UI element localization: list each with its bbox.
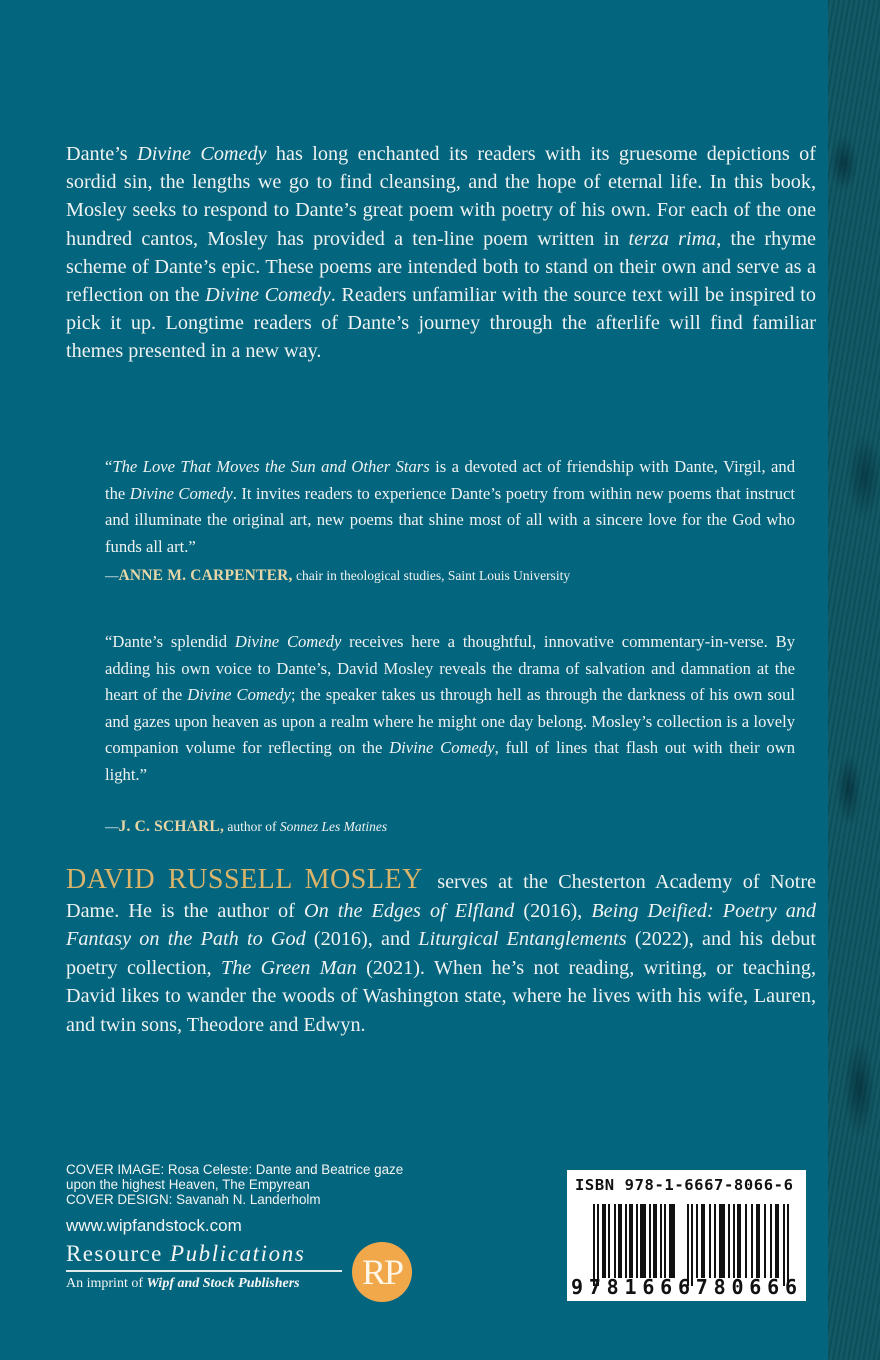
endorser-name: J. C. SCHARL, [118,818,225,835]
barcode-bars-icon [593,1204,789,1286]
book-spine-texture [828,0,880,1360]
publisher-name: Resource Publications [66,1240,342,1272]
endorsement-quote-2: “Dante’s splendid Divine Comedy receives here a thoughtful, innovative commentary-in-verse. By adding his own voice to Dante’s, David Mosley reveals the drama of salvation and damnation at the heart of the Divine Comedy; the speaker takes us through hell as through the darkness of his own soul and gazes upon heaven as upon a realm where he might one day belong. Mosley’s collection is a lovely companion volume for reflecting on the Divine Comedy, full of lines that flash out with their own light.” [105,632,795,784]
cover-image-credit-cont: upon the highest Heaven, The Empyrean [66,1177,310,1192]
barcode-digits: 9 7 8 1 6 6 6 7 8 0 6 6 6 [571,1275,797,1299]
isbn-barcode [567,1170,806,1301]
isbn-label: ISBN 978-1-6667-8066-6 [575,1176,794,1194]
book-description: Dante’s Divine Comedy has long enchanted its readers with its gruesome depictions of sordid sin, the lengths we go to find cleansing, and the hope of eternal life. In this book, Mosley seeks to respond to Dante’s great poem with poetry of his own. For each of the one hundred cantos, Mosley has provided a ten-line poem written in terza rima, the rhyme scheme of Dante’s epic. These poems are intended both to stand on their own and serve as a reflection on the Divine Comedy. Readers unfamiliar with the source text will be inspired to pick it up. Longtime readers of Dante’s journey through the afterlife will find familiar themes presented in a new way. [66,143,816,363]
endorsement-attribution-2: —J. C. SCHARL, author of Sonnez Les Matines [105,818,388,835]
author-bio: DAVID RUSSELL MOSLEY serves at the Chesterton Academy of Notre Dame. He is the author of On the Edges of Elfland (2016), Being Deified: Poetry and Fantasy on the Path to God (2016), and Liturgical Entanglements (2022), and his debut poetry collection, The Green Man (2021). When he’s not reading, writing, or teaching, David likes to wander the woods of Washington state, where he lives with his wife, Lauren, and twin sons, Theodore and Edwyn. [66,864,817,1036]
endorsement-quote-1: “The Love That Moves the Sun and Other Stars is a devoted act of friendship with Dante, Virgil, and the Divine Comedy. It invites readers to experience Dante’s poetry from within new poems that instruct and illuminate the original art, new poems that shine most of all with a sincere love for the God who funds all art.” [105,457,795,556]
rp-logo-icon: RP [352,1242,412,1302]
cover-image-credit: COVER IMAGE: Rosa Celeste: Dante and Beatrice gaze [66,1162,404,1177]
endorsement-attribution-1: —ANNE M. CARPENTER, chair in theological studies, Saint Louis University [105,567,571,584]
publisher-imprint: An imprint of Wipf and Stock Publishers [66,1276,300,1291]
cover-design-credit: COVER DESIGN: Savanah N. Landerholm [66,1192,321,1207]
publisher-wordmark [66,1240,342,1292]
author-name: DAVID RUSSELL MOSLEY [66,864,423,895]
cover-credits [66,1162,403,1207]
endorser-name: ANNE M. CARPENTER, [118,567,293,584]
publisher-url[interactable]: www.wipfandstock.com [66,1216,242,1235]
